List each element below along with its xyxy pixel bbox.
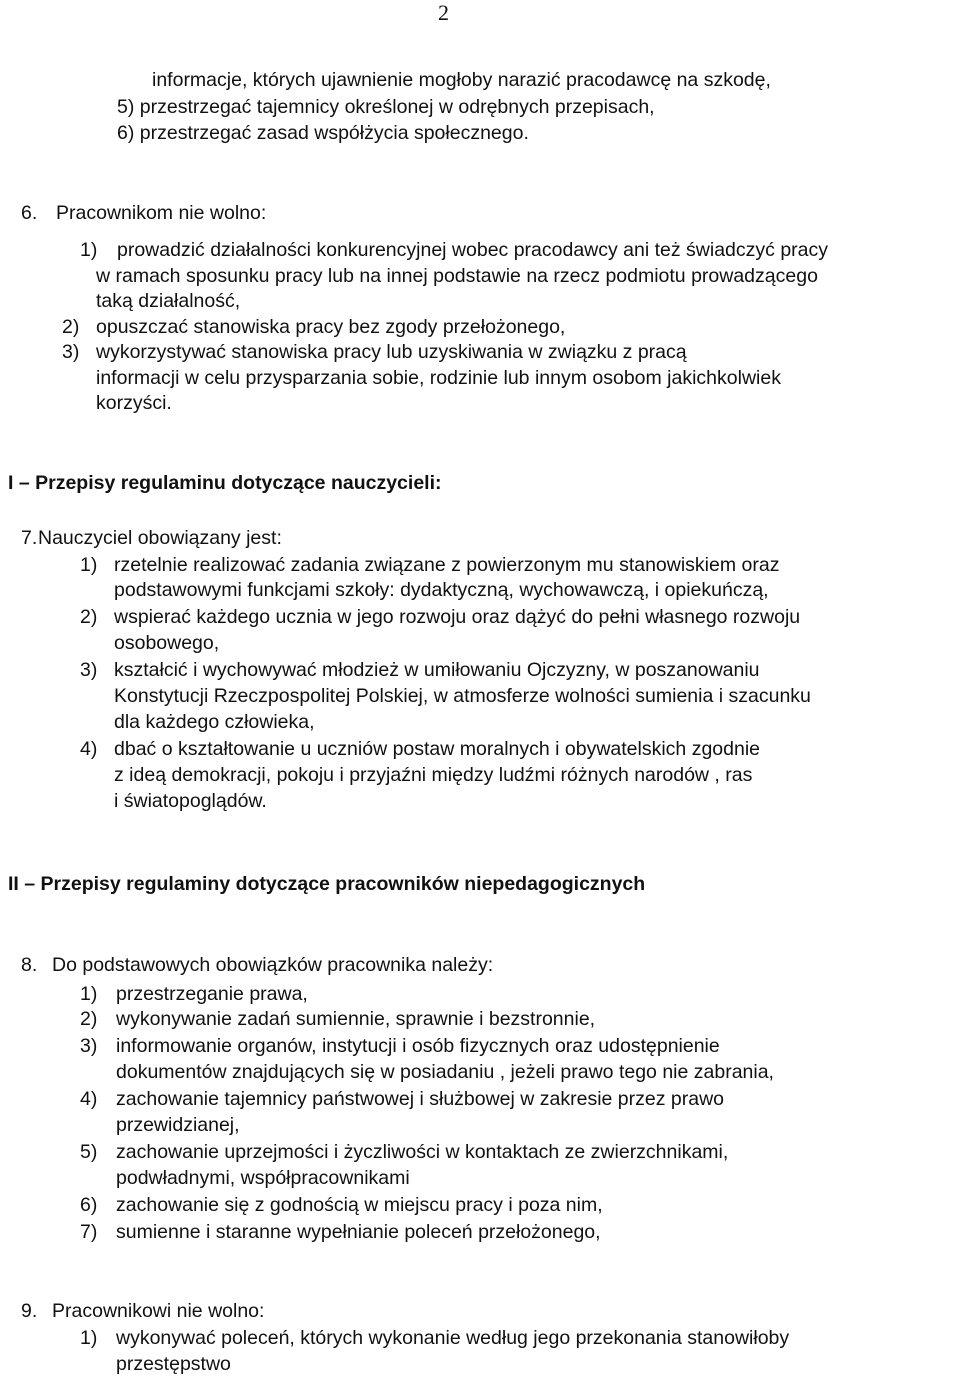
list-item-number: 1) bbox=[80, 239, 98, 261]
list-item-number: 4) bbox=[80, 1088, 98, 1110]
section-7-number: 7. bbox=[21, 527, 38, 549]
section-heading: II – Przepisy regulaminy dotyczące pracowników niepedagogicznych bbox=[8, 873, 646, 895]
list-item-text: prowadzić działalności konkurencyjnej wobec pracodawcy ani też świadczyć pracy bbox=[117, 239, 828, 261]
list-item-text: dokumentów znajdujących się w posiadaniu , jeżeli prawo tego nie zabrania, bbox=[116, 1061, 774, 1083]
list-item-number: 2) bbox=[62, 316, 80, 338]
list-item-number: 7) bbox=[80, 1221, 98, 1243]
list-item-text: przestrzeganie prawa, bbox=[116, 983, 308, 1005]
list-item-text: wykorzystywać stanowiska pracy lub uzyskiwania w związku z pracą bbox=[96, 341, 687, 363]
list-item-text: podwładnymi, współpracownikami bbox=[116, 1167, 410, 1189]
list-item-text: dbać o kształtowanie u uczniów postaw moralnych i obywatelskich zgodnie bbox=[114, 738, 761, 760]
list-item-number: 6) bbox=[80, 1194, 98, 1216]
list-item-text: podstawowymi funkcjami szkoły: dydaktyczną, wychowawczą, i opiekuńczą, bbox=[114, 579, 769, 601]
list-item-text: przestępstwo bbox=[116, 1353, 231, 1375]
list-item-text: wspierać każdego ucznia w jego rozwoju oraz dążyć do pełni własnego rozwoju bbox=[114, 606, 801, 628]
page-number: 2 bbox=[438, 0, 449, 25]
continuation-line: 6) przestrzegać zasad współżycia społecznego. bbox=[117, 122, 529, 144]
list-item-number: 2) bbox=[80, 1008, 98, 1030]
list-item-text: korzyści. bbox=[96, 392, 172, 414]
section-9-title: Pracownikowi nie wolno: bbox=[52, 1300, 265, 1322]
list-item-text: zachowanie uprzejmości i życzliwości w kontaktach ze zwierzchnikami, bbox=[116, 1141, 729, 1163]
list-item-number: 1) bbox=[80, 1327, 98, 1349]
list-item-text: osobowego, bbox=[114, 632, 220, 654]
list-item-text: Konstytucji Rzeczpospolitej Polskiej, w atmosferze wolności sumienia i szacunku bbox=[114, 685, 811, 707]
list-item-number: 1) bbox=[80, 983, 98, 1005]
section-8-title: Do podstawowych obowiązków pracownika należy: bbox=[52, 954, 494, 976]
section-6-number: 6. bbox=[21, 202, 38, 224]
section-7-title: Nauczyciel obowiązany jest: bbox=[38, 527, 282, 549]
list-item-text: zachowanie się z godnością w miejscu pracy i poza nim, bbox=[116, 1194, 603, 1216]
section-9-number: 9. bbox=[21, 1300, 38, 1322]
list-item-text: sumienne i staranne wypełnianie poleceń przełożonego, bbox=[116, 1221, 601, 1243]
list-item-text: z ideą demokracji, pokoju i przyjaźni między ludźmi różnych narodów , ras bbox=[114, 764, 753, 786]
list-item-text: w ramach sposunku pracy lub na innej podstawie na rzecz podmiotu prowadzącego bbox=[96, 265, 818, 287]
list-item-text: i światopoglądów. bbox=[114, 790, 267, 812]
section-heading: I – Przepisy regulaminu dotyczące nauczycieli: bbox=[8, 472, 442, 494]
list-item-text: taką działalność, bbox=[96, 290, 241, 312]
list-item-number: 3) bbox=[80, 1035, 98, 1057]
section-8-number: 8. bbox=[21, 954, 38, 976]
list-item-text: informowanie organów, instytucji i osób fizycznych oraz udostępnienie bbox=[116, 1035, 720, 1057]
list-item-text: informacji w celu przysparzania sobie, rodzinie lub innym osobom jakichkolwiek bbox=[96, 367, 781, 389]
list-item-number: 1) bbox=[80, 554, 98, 576]
list-item-text: dla każdego człowieka, bbox=[114, 711, 315, 733]
list-item-text: rzetelnie realizować zadania związane z powierzonym mu stanowiskiem oraz bbox=[114, 554, 780, 576]
list-item-text: opuszczać stanowiska pracy bez zgody przełożonego, bbox=[96, 316, 566, 338]
list-item-number: 2) bbox=[80, 606, 98, 628]
continuation-line: informacje, których ujawnienie mogłoby narazić pracodawcę na szkodę, bbox=[152, 69, 771, 91]
list-item-number: 3) bbox=[80, 659, 98, 681]
list-item-number: 4) bbox=[80, 738, 98, 760]
section-6-title: Pracownikom nie wolno: bbox=[56, 202, 267, 224]
list-item-text: zachowanie tajemnicy państwowej i służbowej w zakresie przez prawo bbox=[116, 1088, 725, 1110]
list-item-text: przewidzianej, bbox=[116, 1114, 240, 1136]
list-item-number: 3) bbox=[62, 341, 80, 363]
continuation-line: 5) przestrzegać tajemnicy określonej w odrębnych przepisach, bbox=[117, 96, 655, 118]
list-item-text: wykonywanie zadań sumiennie, sprawnie i bezstronnie, bbox=[116, 1008, 596, 1030]
list-item-number: 5) bbox=[80, 1141, 98, 1163]
list-item-text: kształcić i wychowywać młodzież w umiłowaniu Ojczyzny, w poszanowaniu bbox=[114, 659, 760, 681]
list-item-text: wykonywać poleceń, których wykonanie według jego przekonania stanowiłoby bbox=[116, 1327, 790, 1349]
